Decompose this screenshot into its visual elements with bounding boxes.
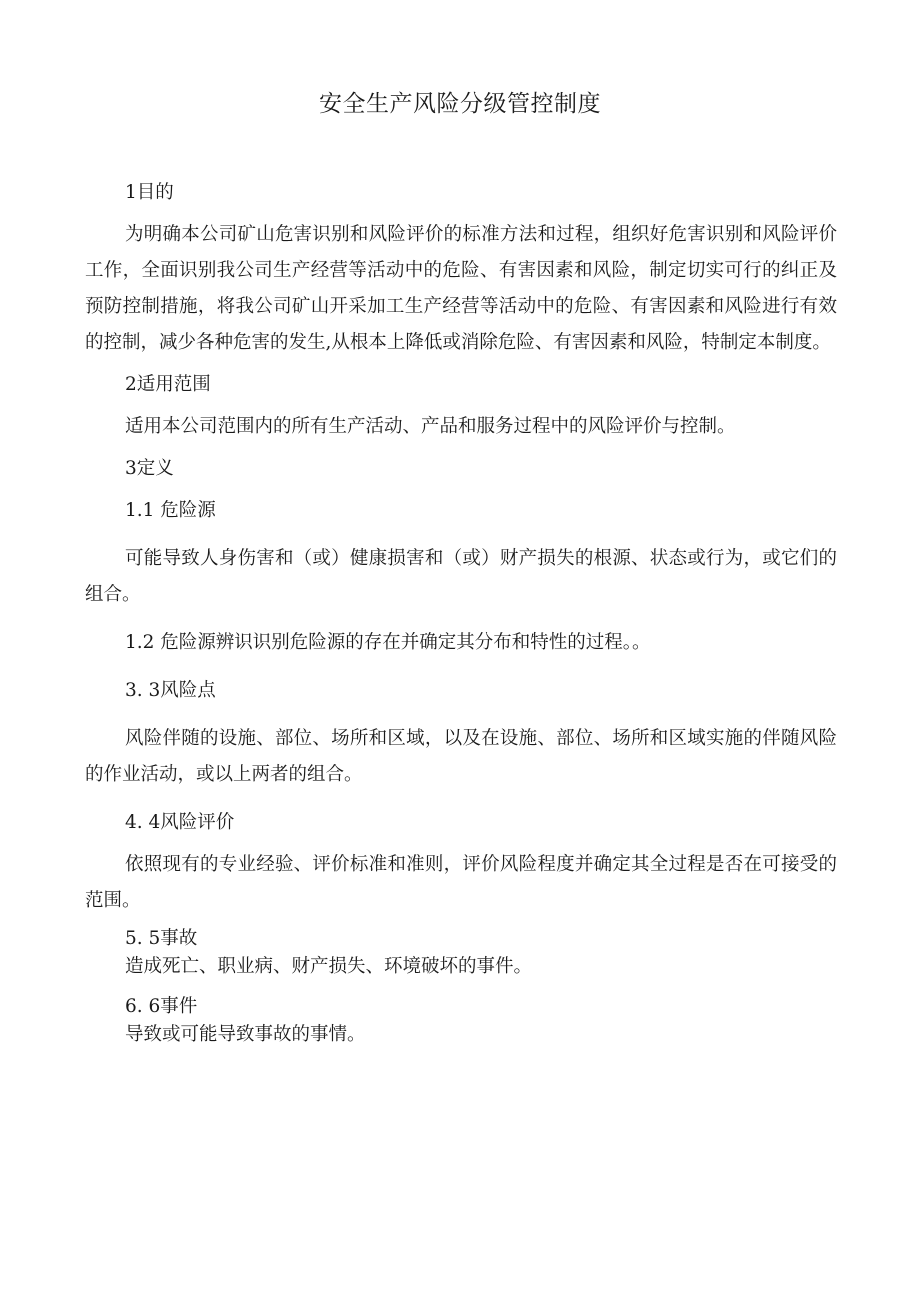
section-body-scope: 适用本公司范围内的所有生产活动、产品和服务过程中的风险评价与控制。	[125, 416, 736, 437]
definition-heading-accident: 5. 5事故	[125, 928, 198, 949]
definition-hazard-identification: 1.2 危险源辨识识别危险源的存在并确定其分布和特性的过程。。	[125, 632, 651, 653]
section-heading-purpose: 1目的	[125, 182, 174, 203]
definition-body-hazard-source: 可能导致人身伤害和（或）健康损害和（或）财产损失的根源、状态或行为，或它们的组合。	[85, 548, 837, 605]
definition-body-accident: 造成死亡、职业病、财产损失、环境破坏的事件。	[125, 956, 533, 977]
document-title: 安全生产风险分级管控制度	[319, 91, 601, 117]
section-heading-scope: 2适用范围	[125, 374, 211, 395]
definition-body-incident: 导致或可能导致事故的事情。	[125, 1024, 366, 1045]
definition-body-risk-point: 风险伴随的设施、部位、场所和区域，以及在设施、部位、场所和区域实施的伴随风险的作业活动，或以上两者的组合。	[85, 728, 837, 785]
section-heading-definitions: 3定义	[125, 458, 174, 479]
definition-heading-incident: 6. 6事件	[125, 996, 198, 1017]
section-body-purpose: 为明确本公司矿山危害识别和风险评价的标准方法和过程，组织好危害识别和风险评价工作，全面识别我公司生产经营等活动中的危险、有害因素和风险，制定切实可行的纠正及预防控制措施，将我公司矿山开采加工生产经营等活动中的危险、有害因素和风险进行有效的控制，减少各种危害的发生,从根本上降低或消除危险、有害因素和风险，特制定本制度。	[85, 224, 837, 353]
definition-heading-risk-assessment: 4. 4风险评价	[125, 812, 235, 833]
definition-body-risk-assessment: 依照现有的专业经验、评价标准和准则，评价风险程度并确定其全过程是否在可接受的范围。	[85, 854, 837, 911]
definition-heading-risk-point: 3. 3风险点	[125, 680, 216, 701]
definition-heading-hazard-source: 1.1 危险源	[125, 500, 216, 521]
document-body	[85, 175, 837, 1049]
